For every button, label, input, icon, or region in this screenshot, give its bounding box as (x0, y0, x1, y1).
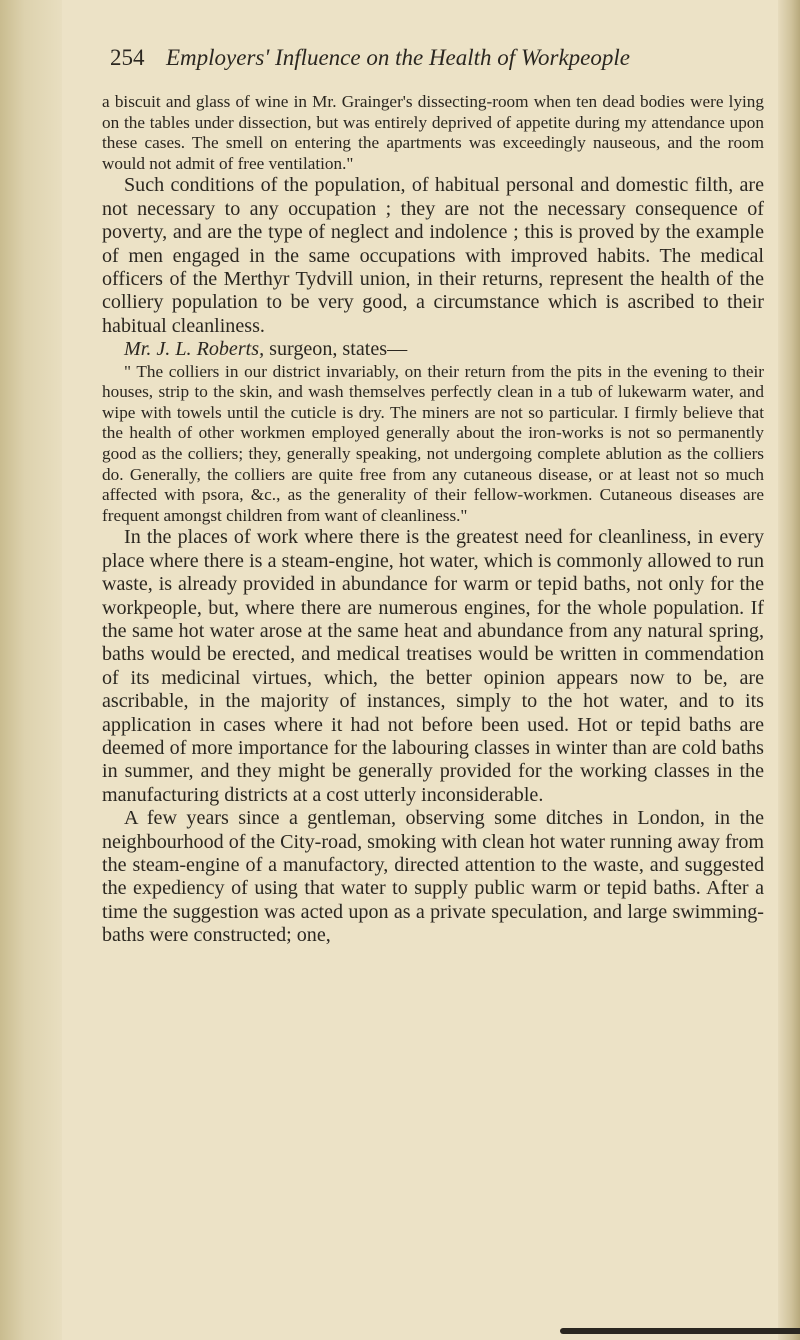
paragraph-conditions: Such conditions of the population, of habitual personal and domestic filth, are not necessary to any occupation ; they are not the necessary consequence of poverty, and are the type of neglect and indolence ; this is proved by the example of men engaged in the same occupations with improved habits. The medical officers of the Merthyr Tydvill union, in their returns, represent the health of the colliery population to be very good, a circumstance which is ascribed to their habitual cleanliness. (102, 174, 764, 337)
page-bottom-edge (560, 1328, 800, 1334)
paragraph-hot-water: In the places of work where there is the greatest need for cleanliness, in every place where there is a steam-engine, hot water, which is commonly allowed to run waste, is already provided in abundance for warm or tepid baths, not only for the workpeople, but, where there are numerous engines, for the whole population. If the same hot water arose at the same heat and abundance from any natural spring, baths would be erected, and medical treatises would be written in commendation of its medicinal virtues, which, the better opinion appears now to be, are ascribable, in the majority of instances, simply to the hot water, and to its application in cases where it had not before been used. Hot or tepid baths are deemed of more importance for the labouring classes in winter than are cold baths in summer, and they might be generally provided for the working classes in the manufacturing districts at a cost utterly inconsiderable. (102, 526, 764, 806)
page-number: 254 (110, 45, 145, 70)
running-head (80, 44, 764, 72)
attribution-line (80, 338, 764, 361)
quote-continuation: a biscuit and glass of wine in Mr. Grainger's dissecting-room when ten dead bodies were lying on the tables under dissection, but was entirely deprived of appetite during my attendance upon these cases. The smell on entering the apartments was exceedingly nauseous, and the room would not admit of free ventilation." (102, 92, 764, 173)
book-binding-shadow (0, 0, 62, 1340)
paragraph-london-baths: A few years since a gentleman, observing some ditches in London, in the neighbourhood of the City-road, smoking with clean hot water running away from the steam-engine of a manufactory, directed attention to the waste, and suggested the expediency of using that water to supply public warm or tepid baths. After a time the suggestion was acted upon as a private speculation, and large swimming-baths were constructed; one, (102, 807, 764, 947)
attribution-text: surgeon, states— (264, 338, 408, 361)
attribution-name: Mr. J. L. Roberts, (124, 338, 265, 361)
running-title: Employers' Influence on the Health of Workpeople (166, 45, 630, 70)
book-page (80, 44, 764, 948)
quote-colliers: " The colliers in our district invariably, on their return from the pits in the evening to their houses, strip to the skin, and wash themselves perfectly clean in a tub of lukewarm water, and wipe with towels until the cuticle is dry. The miners are not so particular. I firmly believe that the health of other workmen employed generally about the iron-works is not so permanently good as the colliers; they, generally speaking, not undergoing complete ablution as the colliers do. Generally, the colliers are quite free from any cutaneous disease, or at least not so much affected with psora, &c., as the generality of their fellow-workmen. Cutaneous diseases are frequent amongst children from want of cleanliness." (102, 361, 764, 525)
page-edge (778, 0, 800, 1340)
